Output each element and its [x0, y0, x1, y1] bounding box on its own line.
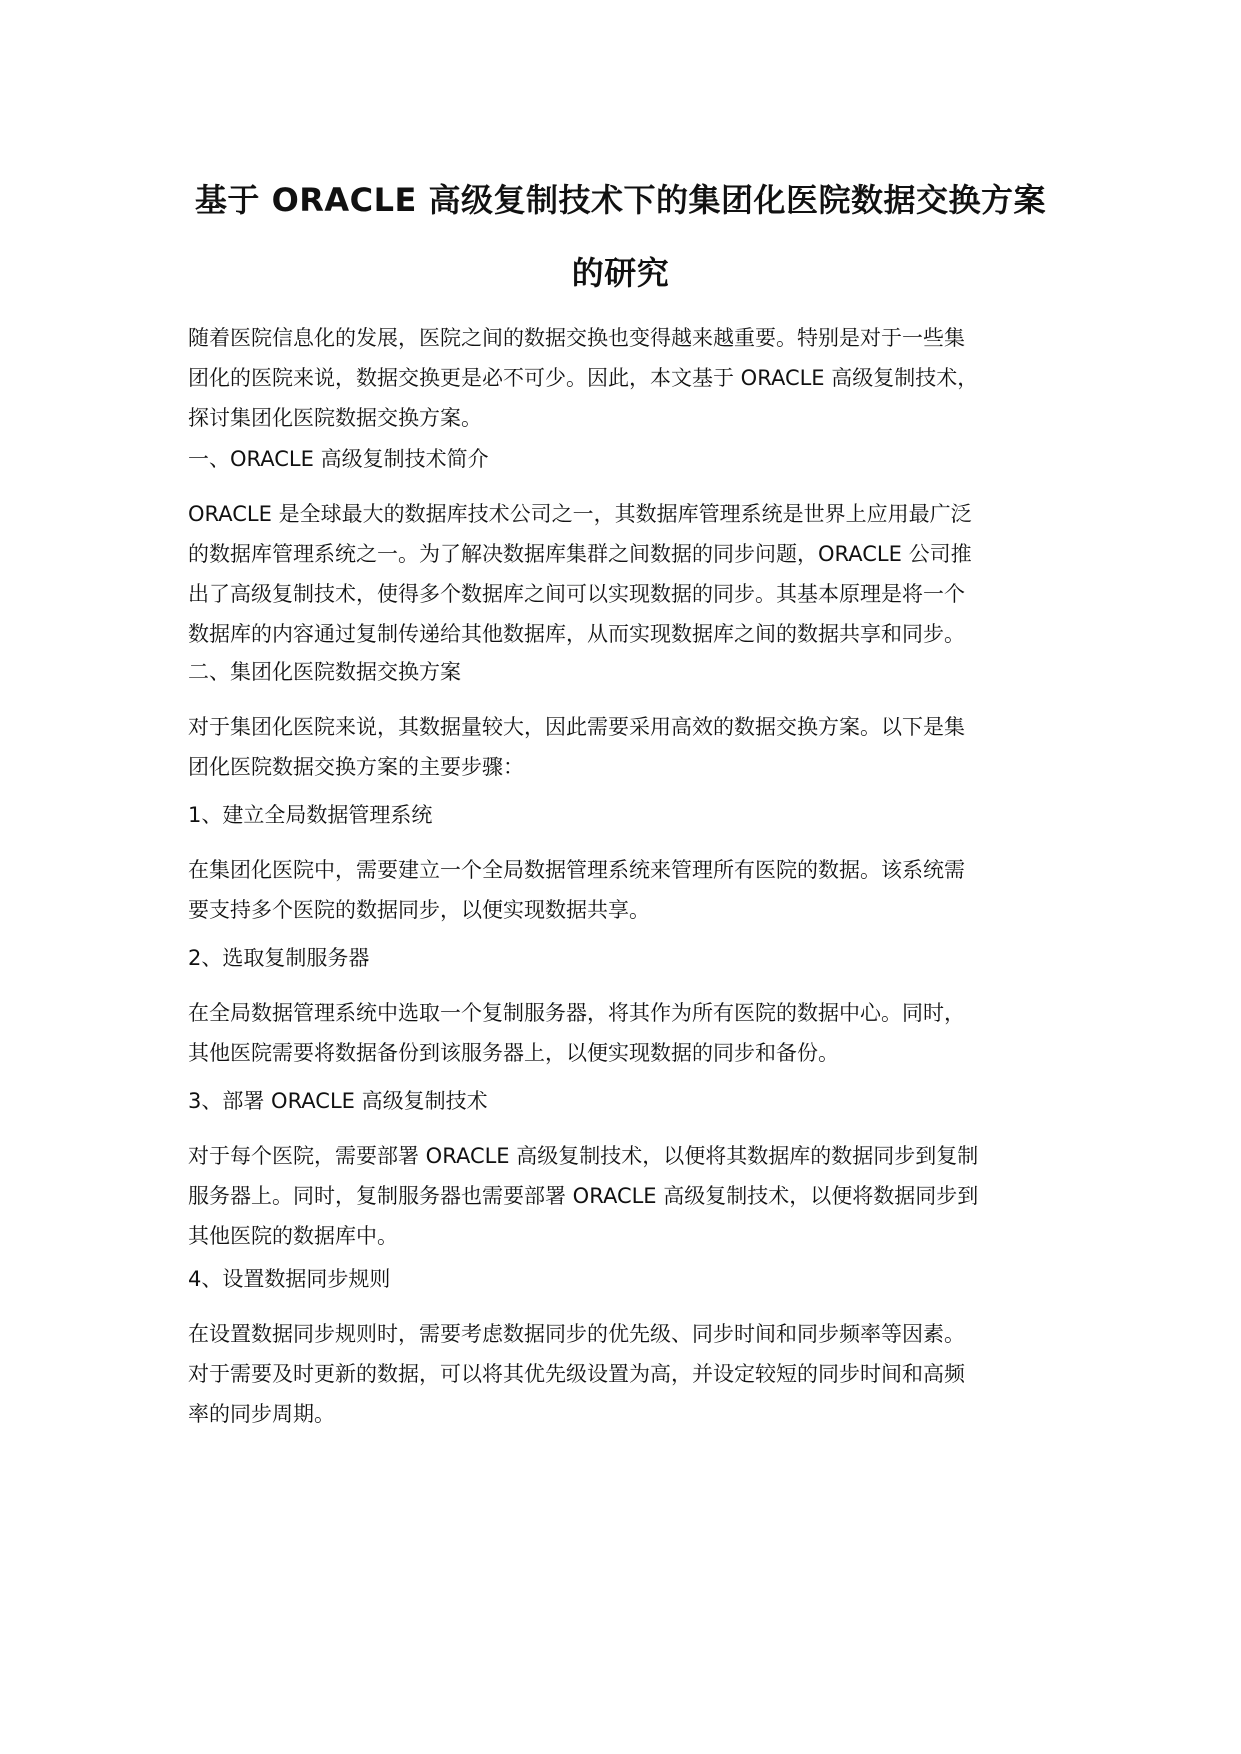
text-line: 在集团化医院中，需要建立一个全局数据管理系统来管理所有医院的数据。该系统需 [188, 858, 965, 882]
step-heading-4 [188, 1259, 1048, 1299]
text-line: ORACLE 是全球最大的数据库技术公司之一，其数据库管理系统是世界上应用最广泛 [188, 502, 972, 526]
heading-text: 3、部署 ORACLE 高级复制技术 [188, 1089, 488, 1113]
heading-text: 2、选取复制服务器 [188, 946, 370, 970]
text-line: 要支持多个医院的数据同步，以便实现数据共享。 [188, 898, 650, 922]
scheme-intro-paragraph [188, 707, 1048, 787]
text-line: 探讨集团化医院数据交换方案。 [188, 406, 482, 430]
oracle-intro-paragraph [188, 494, 1048, 654]
step-paragraph-3 [188, 1136, 1048, 1256]
text-line: 对于需要及时更新的数据，可以将其优先级设置为高，并设定较短的同步时间和高频 [188, 1362, 965, 1386]
text-line: 率的同步周期。 [188, 1402, 335, 1426]
section-heading-2 [188, 652, 1048, 692]
text-line: 在全局数据管理系统中选取一个复制服务器，将其作为所有医院的数据中心。同时， [188, 1001, 965, 1025]
text-line: 团化医院数据交换方案的主要步骤： [188, 755, 524, 779]
heading-text: 一、ORACLE 高级复制技术简介 [188, 447, 489, 471]
heading-text: 二、集团化医院数据交换方案 [188, 660, 461, 684]
text-line: 服务器上。同时，复制服务器也需要部署 ORACLE 高级复制技术，以便将数据同步到 [188, 1184, 979, 1208]
text-line: 其他医院需要将数据备份到该服务器上，以便实现数据的同步和备份。 [188, 1041, 839, 1065]
document-title-line-1: 基于 ORACLE 高级复制技术下的集团化医院数据交换方案 [194, 181, 1047, 219]
step-paragraph-2 [188, 993, 1048, 1073]
document-title-line-2: 的研究 [571, 254, 670, 292]
text-line: 其他医院的数据库中。 [188, 1224, 398, 1248]
text-line: 的数据库管理系统之一。为了解决数据库集群之间数据的同步问题，ORACLE 公司推 [188, 542, 972, 566]
text-line: 在设置数据同步规则时，需要考虑数据同步的优先级、同步时间和同步频率等因素。 [188, 1322, 965, 1346]
step-paragraph-1 [188, 850, 1048, 930]
text-line: 出了高级复制技术，使得多个数据库之间可以实现数据的同步。其基本原理是将一个 [188, 582, 965, 606]
step-heading-1 [188, 795, 1048, 835]
step-heading-3 [188, 1081, 1048, 1121]
text-line: 数据库的内容通过复制传递给其他数据库，从而实现数据库之间的数据共享和同步。 [188, 622, 965, 646]
text-line: 对于集团化医院来说，其数据量较大，因此需要采用高效的数据交换方案。以下是集 [188, 715, 965, 739]
text-line: 团化的医院来说，数据交换更是必不可少。因此，本文基于 ORACLE 高级复制技术， [188, 366, 979, 390]
text-line: 对于每个医院，需要部署 ORACLE 高级复制技术，以便将其数据库的数据同步到复制 [188, 1144, 979, 1168]
heading-text: 4、设置数据同步规则 [188, 1267, 391, 1291]
step-paragraph-4 [188, 1314, 1048, 1434]
intro-paragraph [188, 318, 1048, 438]
section-heading-1 [188, 439, 1048, 479]
step-heading-2 [188, 938, 1048, 978]
text-line: 随着医院信息化的发展，医院之间的数据交换也变得越来越重要。特别是对于一些集 [188, 326, 965, 350]
heading-text: 1、建立全局数据管理系统 [188, 803, 433, 827]
